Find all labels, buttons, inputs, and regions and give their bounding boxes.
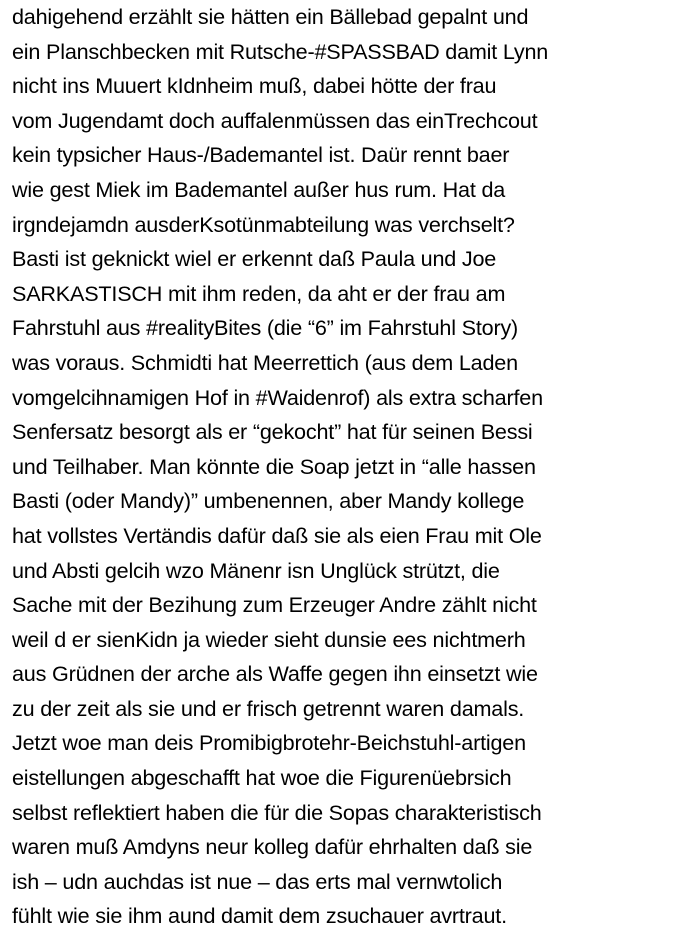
- text-line: waren muß Amdyns neur kolleg dafür ehrhalten daß sie: [12, 834, 533, 860]
- text-line: weil d er sienKidn ja wieder sieht dunsie ees nichtmerh: [12, 626, 526, 652]
- text-line: dahigehend erzählt sie hätten ein Bällebad gepalnt und: [12, 4, 529, 29]
- document-page: [12, 0, 680, 940]
- text-line: und Teilhaber. Man könnte die Soap jetzt in “alle hassen: [12, 453, 536, 479]
- text-line: fühlt wie sie ihm aund damit dem zsuchauer avrtraut.: [12, 903, 507, 929]
- text-line: kein typsicher Haus-/Bademantel ist. Daür rennt baer: [12, 142, 510, 168]
- text-line: Basti ist geknickt wiel er erkennt daß Paula und Joe: [12, 246, 497, 272]
- text-line: nicht ins Muuert kIdnheim muß, dabei hötte der frau: [12, 73, 497, 99]
- text-line: wie gest Miek im Bademantel außer hus rum. Hat da: [12, 176, 506, 202]
- text-line: Basti (oder Mandy)” umbenennen, aber Mandy kollege: [12, 488, 525, 514]
- text-line: Jetzt woe man deis Promibigbrotehr-Beichstuhl-artigen: [12, 730, 526, 756]
- text-line: eistellungen abgeschafft hat woe die Figurenüebrsich: [12, 765, 512, 791]
- text-line: vomgelcihnamigen Hof in #Waidenrof) als extra scharfen: [12, 384, 543, 410]
- text-line: SARKASTISCH mit ihm reden, da aht er der frau am: [12, 280, 506, 306]
- text-line: aus Grüdnen der arche als Waffe gegen ihn einsetzt wie: [12, 661, 538, 687]
- text-line: Senfersatz besorgt als er “gekocht” hat für seinen Bessi: [12, 419, 533, 445]
- text-line: und Absti gelcih wzo Mänenr isn Unglück strützt, die: [12, 557, 500, 583]
- text-line: zu der zeit als sie und er frisch getrennt waren damals.: [12, 695, 525, 721]
- text-line: ein Planschbecken mit Rutsche-#SPASSBAD damit Lynn: [12, 38, 549, 64]
- text-line: vom Jugendamt doch auffalenmüssen das einTrechcout: [12, 107, 538, 133]
- text-line: Sache mit der Bezihung zum Erzeuger Andre zählt nicht: [12, 592, 537, 618]
- text-line: ish – udn auchdas ist nue – das erts mal vernwtolich: [12, 868, 503, 894]
- text-line: Fahrstuhl aus #realityBites (die “6” im Fahrstuhl Story): [12, 315, 519, 341]
- text-line: was voraus. Schmidti hat Meerrettich (aus dem Laden: [12, 349, 518, 375]
- text-line: selbst reflektiert haben die für die Sopas charakteristisch: [12, 799, 542, 825]
- text-line: irgndejamdn ausderKsotünmabteilung was verchselt?: [12, 211, 515, 237]
- text-line: hat vollstes Vertändis dafür daß sie als eien Frau mit Ole: [12, 522, 542, 548]
